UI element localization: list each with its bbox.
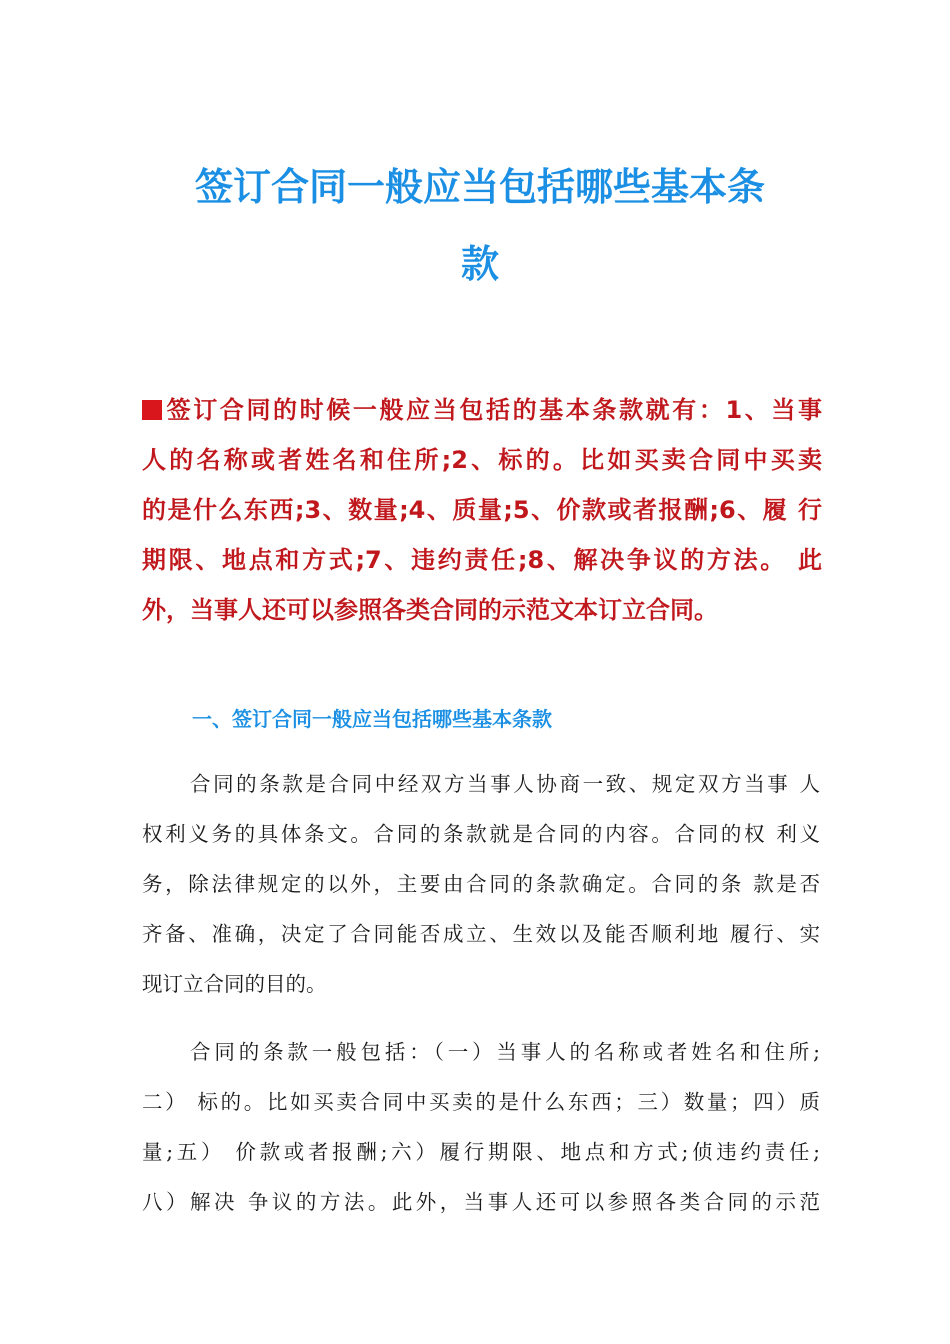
paragraph-line: 权利义务的具体条文。合同的条款就是合同的内容。合同的权 利义 <box>142 822 820 846</box>
summary-line <box>142 385 822 435</box>
paragraph-line: 合同的条款一般包括：（一）当事人的名称或者姓名和住所; <box>190 1040 820 1064</box>
body-paragraph-1 <box>142 759 820 1009</box>
summary-block <box>142 385 822 635</box>
paragraph-line: 现订立合同的目的。 <box>142 972 327 996</box>
document-title-line-1: 签订合同一般应当包括哪些基本条 <box>194 165 765 209</box>
square-bullet-icon <box>142 400 162 420</box>
paragraph-line: 务，除法律规定的以外，主要由合同的条款确定。合同的条 款是否 <box>142 872 820 896</box>
summary-line: 的是什么东西;3、数量;4、质量;5、价款或者报酬;6、履 行 <box>142 496 822 524</box>
summary-line: 外，当事人还可以参照各类合同的示范文本订立合同。 <box>142 596 718 624</box>
paragraph-line: 合同的条款是合同中经双方当事人协商一致、规定双方当事 人 <box>190 772 820 796</box>
summary-line: 人的名称或者姓名和住所;2、标的。比如买卖合同中买卖 <box>142 446 822 474</box>
body-paragraph-2 <box>142 1027 820 1227</box>
summary-line: 期限、地点和方式;7、违约责任;8、解决争议的方法。 此 <box>142 546 822 574</box>
paragraph-line: 八）解决 争议的方法。此外，当事人还可以参照各类合同的示范 <box>142 1190 820 1214</box>
summary-line-text: 签订合同的时候一般应当包括的基本条款就有：1、当事 <box>164 396 822 424</box>
paragraph-line: 二） 标的。比如买卖合同中买卖的是什么东西；三）数量；四）质 <box>142 1090 820 1114</box>
paragraph-line: 量;五） 价款或者报酬;六）履行期限、地点和方式;侦违约责任; <box>142 1140 820 1164</box>
document-title-line-2: 款 <box>460 242 499 286</box>
section-heading: 一、签订合同一般应当包括哪些基本条款 <box>192 707 552 731</box>
paragraph-line: 齐备、准确，决定了合同能否成立、生效以及能否顺利地 履行、实 <box>142 922 820 946</box>
